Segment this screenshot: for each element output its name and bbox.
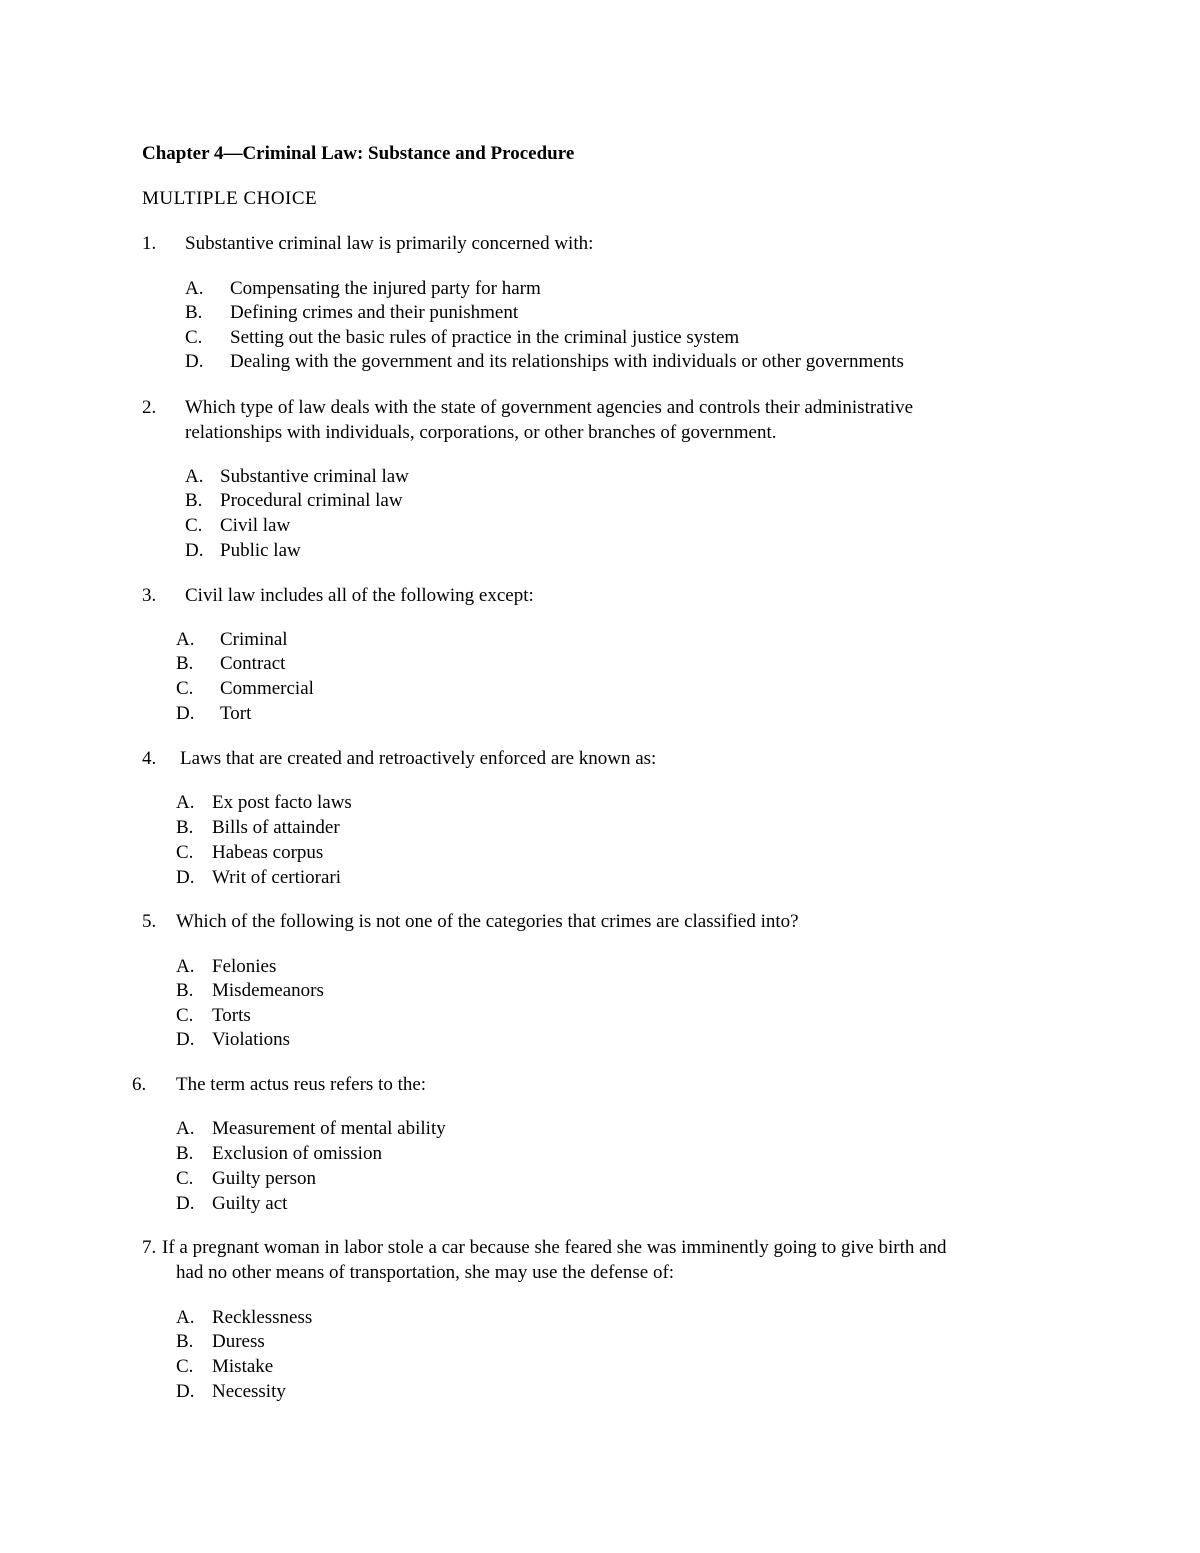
option-letter: B. [176,1331,194,1352]
option-text: Writ of certiorari [212,867,342,888]
option-text: Necessity [212,1381,286,1402]
option-letter: B. [176,817,194,838]
option-text: Ex post facto laws [212,792,352,813]
option-letter: C. [185,515,203,536]
question-text: Substantive criminal law is primarily concerned with: [185,233,594,254]
option-letter: C. [176,1356,194,1377]
option-text: Felonies [212,956,277,977]
option-text: Mistake [212,1356,274,1377]
option-text: Misdemeanors [212,980,324,1001]
option-text: Torts [212,1005,251,1026]
option-letter: D. [176,1029,195,1050]
chapter-title: Chapter 4—Criminal Law: Substance and Procedure [142,143,575,164]
option-letter: D. [176,867,195,888]
option-letter: B. [185,490,203,511]
option-text: Compensating the injured party for harm [230,278,541,299]
option-text: Civil law [220,515,291,536]
option-letter: A. [176,1307,195,1328]
question-number: 3. [142,585,157,606]
option-text: Recklessness [212,1307,313,1328]
option-text: Contract [220,653,286,674]
option-letter: B. [176,1143,194,1164]
option-letter: A. [185,466,204,487]
option-letter: A. [176,956,195,977]
option-text: Bills of attainder [212,817,340,838]
option-letter: D. [185,351,204,372]
question-text: Which of the following is not one of the categories that crimes are classified into? [176,911,799,932]
option-text: Duress [212,1331,265,1352]
option-text: Public law [220,540,301,561]
question-number: 7. [142,1237,157,1258]
option-letter: D. [176,1381,195,1402]
option-letter: D. [176,703,195,724]
option-text: Habeas corpus [212,842,324,863]
option-letter: A. [176,792,195,813]
option-letter: C. [176,1005,194,1026]
option-text: Guilty person [212,1168,316,1189]
question-text-line-2: relationships with individuals, corporations, or other branches of government. [185,422,777,443]
option-text: Commercial [220,678,314,699]
option-letter: A. [176,1118,195,1139]
option-letter: A. [176,629,195,650]
option-letter: B. [176,980,194,1001]
question-text-line-1: Which type of law deals with the state of government agencies and controls their administrative [185,397,914,418]
option-text: Exclusion of omission [212,1143,382,1164]
option-text: Guilty act [212,1193,288,1214]
question-text: The term actus reus refers to the: [176,1074,427,1095]
option-letter: D. [185,540,204,561]
question-text: Laws that are created and retroactively enforced are known as: [180,748,657,769]
question-number: 5. [142,911,157,932]
option-letter: C. [176,678,194,699]
option-letter: B. [176,653,194,674]
option-letter: B. [185,302,203,323]
option-letter: D. [176,1193,195,1214]
question-text: Civil law includes all of the following except: [185,585,534,606]
option-text: Tort [220,703,252,724]
option-letter: C. [176,842,194,863]
option-text: Criminal [220,629,288,650]
option-text: Dealing with the government and its relationships with individuals or other governments [230,351,904,372]
question-text-line-2: had no other means of transportation, she may use the defense of: [176,1262,675,1283]
option-text: Setting out the basic rules of practice in the criminal justice system [230,327,740,348]
section-heading: MULTIPLE CHOICE [142,188,318,209]
option-text: Defining crimes and their punishment [230,302,519,323]
option-text: Measurement of mental ability [212,1118,446,1139]
option-text: Violations [212,1029,291,1050]
option-text: Procedural criminal law [220,490,403,511]
question-number: 2. [142,397,157,418]
question-number: 6. [132,1074,147,1095]
question-text-line-1: If a pregnant woman in labor stole a car because she feared she was imminently going to give birth and [162,1237,947,1258]
option-letter: C. [185,327,203,348]
question-number: 1. [142,233,157,254]
option-text: Substantive criminal law [220,466,409,487]
question-number: 4. [142,748,157,769]
option-letter: A. [185,278,204,299]
option-letter: C. [176,1168,194,1189]
